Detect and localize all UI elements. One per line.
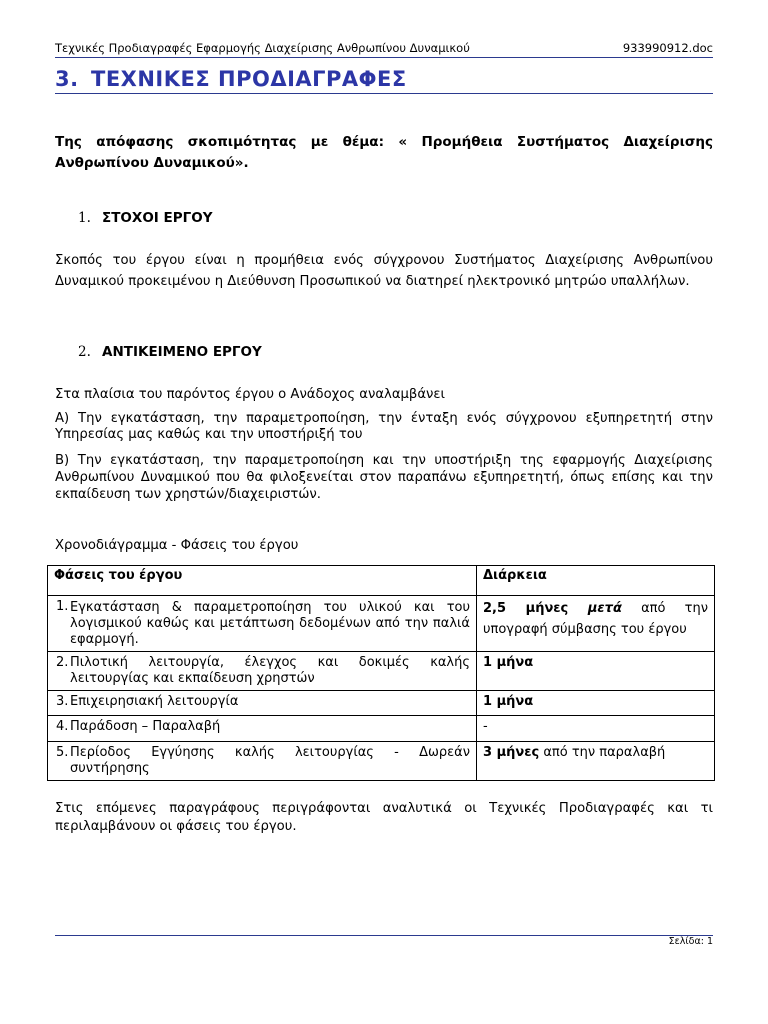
scope-item-b: Β) Την εγκατάσταση, την παραμετροποίηση και την υποστήριξη της εφαρμογής Διαχείρισης Ανθρωπίνου Δυναμικού που θα φιλοξενείται στον παραπάνω εξυπηρετητή, όπως επίσης και την εκπαίδευση των χρηστών/διαχειριστών. [55,453,713,502]
column-header-phases: Φάσεις του έργου [48,566,477,596]
phase-index: 5. [56,745,69,760]
subsection-goals-number: 1. [78,210,91,226]
table-header-row [48,566,715,596]
subsection-scope-number: 2. [78,344,91,360]
subsection-goals-title: ΣΤΟΧΟΙ ΕΡΓΟΥ [102,210,213,226]
duration-bold: 1 μήνα [483,694,534,709]
phase-text: Παράδοση – Παραλαβή [70,719,221,734]
phases-table [47,565,715,781]
duration-bold: 3 μήνες [483,745,540,760]
duration-cell [477,742,715,781]
table-row [48,596,715,652]
phase-index: 2. [56,655,69,670]
duration-cell [477,716,715,742]
section-number: 3. [55,67,79,91]
header-title: Τεχνικές Προδιαγραφές Εφαρμογής Διαχείρισης Ανθρωπίνου Δυναμικού [55,41,470,55]
footer-rule [55,935,713,936]
duration-rest: από την υπογραφή σύμβασης του έργου [483,601,708,637]
column-header-duration: Διάρκεια [477,566,715,596]
table-row [48,716,715,742]
subsection-scope-title: ΑΝΤΙΚΕΙΜΕΝΟ ΕΡΓΟΥ [102,344,262,360]
duration-cell [477,596,715,652]
subsection-scope-heading [78,344,262,360]
scope-intro: Στα πλαίσια του παρόντος έργου ο Ανάδοχος αναλαμβάνει [55,387,445,402]
phase-cell [48,742,477,781]
section-heading [55,66,407,92]
table-row [48,691,715,716]
header-filename: 933990912.doc [622,41,713,55]
phase-cell [48,691,477,716]
duration-bold: 1 μήνα [483,655,534,670]
duration-cell [477,652,715,691]
running-header [55,41,713,55]
section-title: ΤΕΧΝΙΚΕΣ ΠΡΟΔΙΑΓΡΑΦΕΣ [91,67,407,91]
phase-text: Εγκατάσταση & παραμετροποίηση του υλικού και του λογισμικού καθώς και μετάπτωση δεδομένων από την παλιά εφαρμογή. [70,600,470,647]
decision-subject: Της απόφασης σκοπιμότητας με θέμα: « Προμήθεια Συστήματος Διαχείρισης Ανθρωπίνου Δυναμικού». [55,134,713,171]
closing-paragraph: Στις επόμενες παραγράφους περιγράφονται αναλυτικά οι Τεχνικές Προδιαγραφές και τι περιλαμβάνουν οι φάσεις του έργου. [55,801,713,834]
phase-index: 1. [56,599,69,614]
phase-index: 3. [56,694,69,709]
table-row [48,652,715,691]
duration-rest: - [483,719,488,734]
phase-index: 4. [56,719,69,734]
duration-cell [477,691,715,716]
phase-text: Επιχειρησιακή λειτουργία [70,694,239,709]
duration-rest: από την παραλαβή [539,745,666,760]
goals-paragraph: Σκοπός του έργου είναι η προμήθεια ενός σύγχρονου Συστήματος Διαχείρισης Ανθρωπίνου Δυναμικού προκειμένου η Διεύθυνση Προσωπικού να διατηρεί ηλεκτρονικό μητρώο υπαλλήλων. [55,253,713,289]
phase-cell [48,652,477,691]
phase-text: Περίοδος Εγγύησης καλής λειτουργίας - Δωρεάν συντήρησης [70,745,470,776]
scope-item-a: Α) Την εγκατάσταση, την παραμετροποίηση, την ένταξη ενός σύγχρονου εξυπηρετητή στην Υπηρεσίας μας καθώς και την υποστήριξή του [55,411,713,442]
heading-rule [55,93,713,94]
page-number: Σελίδα: 1 [668,936,713,947]
phase-cell [48,716,477,742]
duration-bold-italic: μετά [587,601,622,616]
schedule-caption: Χρονοδιάγραμμα - Φάσεις του έργου [55,538,299,553]
subsection-goals-heading [78,210,213,226]
duration-bold: 2,5 μήνες [483,601,588,616]
phase-text: Πιλοτική λειτουργία, έλεγχος και δοκιμές καλής λειτουργίας και εκπαίδευση χρηστών [70,655,470,686]
table-row [48,742,715,781]
phase-cell [48,596,477,652]
header-rule [55,57,713,58]
